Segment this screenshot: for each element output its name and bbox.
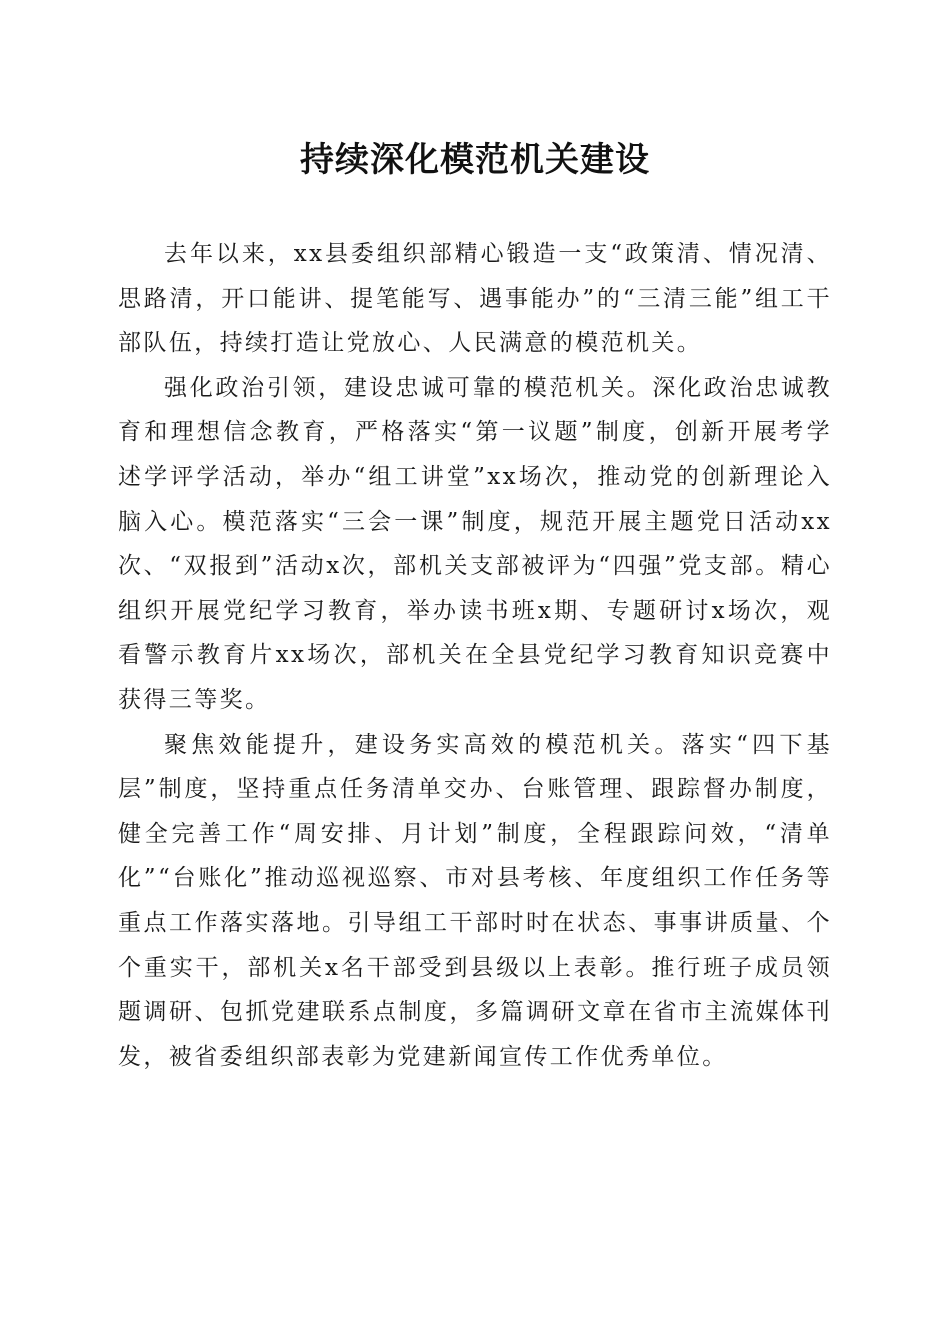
paragraph-intro: 去年以来，xx县委组织部精心锻造一支“政策清、情况清、思路清，开口能讲、提笔能写、遇事能办”的“三清三能”组工干部队伍，持续打造让党放心、人民满意的模范机关。: [118, 241, 832, 357]
paragraph-efficiency: 聚焦效能提升，建设务实高效的模范机关。落实“四下基层”制度，坚持重点任务清单交办、台账管理、跟踪督办制度，健全完善工作“周安排、月计划”制度，全程跟踪问效，“清单化”“台账化”推动巡视巡察、市对县考核、年度组织工作任务等重点工作落实落地。引导组工干部时时在状态、事事讲质量、个个重实干，部机关x名干部受到县级以上表彰。推行班子成员领题调研、包抓党建联系点制度，多篇调研文章在省市主流媒体刊发，被省委组织部表彰为党建新闻宣传工作优秀单位。: [118, 731, 832, 1070]
document-body: [118, 232, 832, 1079]
paragraph-political-leadership: 强化政治引领，建设忠诚可靠的模范机关。深化政治忠诚教育和理想信念教育，严格落实“第一议题”制度，创新开展考学述学评学活动，举办“组工讲堂”xx场次，推动党的创新理论入脑入心。模范落实“三会一课”制度，规范开展主题党日活动xx次、“双报到”活动x次，部机关支部被评为“四强”党支部。精心组织开展党纪学习教育，举办读书班x期、专题研讨x场次，观看警示教育片xx场次，部机关在全县党纪学习教育知识竞赛中获得三等奖。: [118, 374, 832, 713]
document-title: 持续深化模范机关建设: [300, 140, 650, 180]
